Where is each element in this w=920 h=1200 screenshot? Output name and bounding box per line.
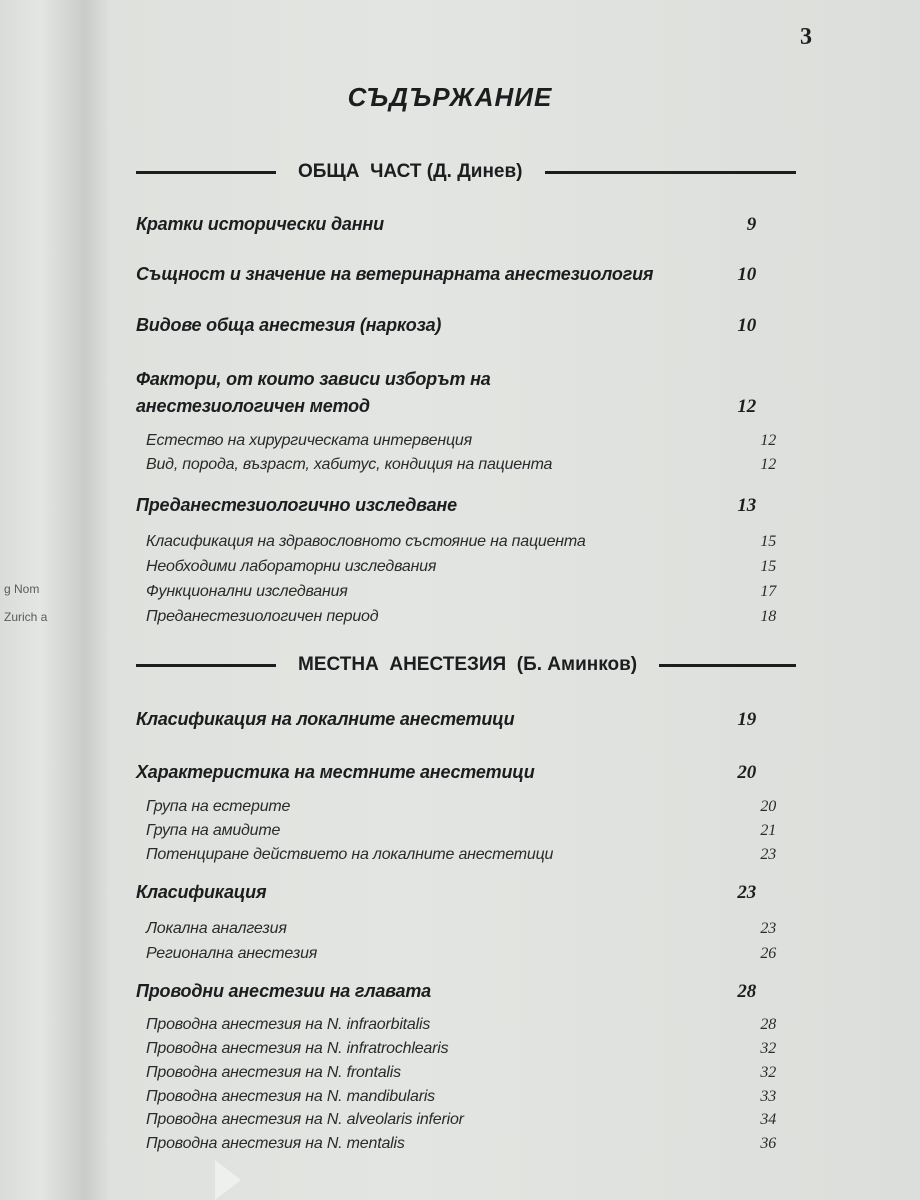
toc-entry xyxy=(146,583,776,601)
toc-entry-page: 23 xyxy=(737,882,756,903)
toc-entry-title: Локална аналгезия xyxy=(146,920,287,937)
divider xyxy=(136,171,276,174)
toc-entry-title: Характеристика на местните анестетици xyxy=(136,762,535,782)
divider xyxy=(659,664,796,667)
toc-entry-title: Естество на хирургическата интервенция xyxy=(146,432,472,449)
toc-entry-page: 32 xyxy=(760,1064,776,1081)
adjacent-page-fragment: g Nom xyxy=(4,582,40,596)
toc-entry-page: 26 xyxy=(760,945,776,962)
toc-entry-title: Същност и значение на ветеринарната анестезиология xyxy=(136,264,654,284)
toc-entry-title: Проводна анестезия на N. alveolaris inferior xyxy=(146,1111,464,1128)
toc-entry xyxy=(146,432,776,450)
toc-entry-title: Проводни анестезии на главата xyxy=(136,981,431,1001)
toc-entry-title: Група на амидите xyxy=(146,822,281,839)
toc-entry-page: 28 xyxy=(760,1016,776,1033)
toc-entry-page: 12 xyxy=(760,432,776,449)
toc-entry-page: 15 xyxy=(760,533,776,550)
toc-entry xyxy=(146,533,776,551)
toc-entry-page: 15 xyxy=(760,558,776,575)
toc-entry-page: 13 xyxy=(737,495,756,516)
toc-entry xyxy=(136,981,756,1003)
toc-entry-title: анестезиологичен метод xyxy=(136,396,370,416)
toc-entry xyxy=(146,1135,776,1153)
toc-entry-title: Преданестезиологичен период xyxy=(146,608,379,625)
toc-entry xyxy=(146,558,776,576)
divider xyxy=(136,664,276,667)
toc-entry-page: 21 xyxy=(760,822,776,839)
toc-entry xyxy=(136,264,756,286)
toc-entry-title: Проводна анестезия на N. infratrochlearis xyxy=(146,1040,449,1057)
toc-entry-page: 36 xyxy=(760,1135,776,1152)
toc-entry-title: Класификация на локалните анестетици xyxy=(136,709,515,729)
toc-entry-title: Регионална анестезия xyxy=(146,945,318,962)
toc-entry-page: 20 xyxy=(737,762,756,783)
toc-entry-title: Преданестезиологично изследване xyxy=(136,495,457,515)
toc-entry xyxy=(146,920,776,938)
toc-entry xyxy=(136,396,756,418)
toc-entry xyxy=(136,214,756,236)
toc-entry xyxy=(146,822,776,840)
toc-entry xyxy=(136,315,756,337)
toc-entry xyxy=(146,1111,776,1129)
toc-entry xyxy=(136,369,756,390)
toc-entry-page: 10 xyxy=(737,264,756,285)
toc-entry-page: 12 xyxy=(737,396,756,417)
section-heading-general xyxy=(136,160,796,184)
toc-entry-page: 17 xyxy=(760,583,776,600)
page-title: СЪДЪРЖАНИЕ xyxy=(347,82,553,112)
toc-entry-title: Функционални изследвания xyxy=(146,583,348,600)
toc-entry xyxy=(146,945,776,963)
toc-entry xyxy=(146,608,776,626)
toc-entry-title: Проводна анестезия на N. frontalis xyxy=(146,1064,401,1081)
toc-entry-page: 28 xyxy=(737,981,756,1002)
toc-entry xyxy=(146,798,776,816)
toc-entry xyxy=(136,709,756,731)
toc-entry-title: Кратки исторически данни xyxy=(136,214,384,234)
toc-entry-title: Видове обща анестезия (наркоза) xyxy=(136,315,442,335)
divider xyxy=(545,171,797,174)
section-heading-local xyxy=(136,653,796,677)
toc-entry-page: 18 xyxy=(760,608,776,625)
toc-entry-title: Проводна анестезия на N. mandibularis xyxy=(146,1088,435,1105)
toc-entry-page: 34 xyxy=(760,1111,776,1128)
toc-entry xyxy=(146,846,776,864)
toc-entry-title: Класификация на здравословното състояние на пациента xyxy=(146,533,586,550)
toc-entry-title: Класификация xyxy=(136,882,267,902)
toc-entry xyxy=(146,456,776,474)
toc-entry xyxy=(146,1088,776,1106)
watermark-arrow-icon xyxy=(215,1160,241,1200)
toc-entry-title: Проводна анестезия на N. infraorbitalis xyxy=(146,1016,431,1033)
toc-entry-title: Фактори, от които зависи изборът на xyxy=(136,369,491,389)
toc-entry-page: 19 xyxy=(737,709,756,730)
toc-entry-title: Вид, порода, възраст, хабитус, кондиция на пациента xyxy=(146,456,553,473)
toc-entry-title: Необходими лабораторни изследвания xyxy=(146,558,437,575)
toc-entry xyxy=(136,495,756,517)
toc-entry-page: 20 xyxy=(760,798,776,815)
toc-entry-page: 23 xyxy=(760,920,776,937)
toc-entry-page: 12 xyxy=(760,456,776,473)
toc-entry-page: 32 xyxy=(760,1040,776,1057)
toc-entry xyxy=(136,882,756,904)
toc-entry-title: Група на естерите xyxy=(146,798,291,815)
toc-entry-title: Проводна анестезия на N. mentalis xyxy=(146,1135,405,1152)
page-number: 3 xyxy=(800,24,812,50)
adjacent-page-fragment: Zurich a xyxy=(4,610,48,624)
toc-entry-page: 9 xyxy=(746,214,756,235)
section-title: МЕСТНА АНЕСТЕЗИЯ (Б. Аминков) xyxy=(298,654,638,675)
section-title: ОБЩА ЧАСТ (Д. Динев) xyxy=(298,161,523,182)
toc-entry xyxy=(146,1064,776,1082)
toc-entry-page: 10 xyxy=(737,315,756,336)
toc-entry xyxy=(146,1016,776,1034)
toc-entry-title: Потенциране действието на локалните анестетици xyxy=(146,846,554,863)
toc-entry xyxy=(146,1040,776,1058)
toc-entry-page: 33 xyxy=(760,1088,776,1105)
toc-entry xyxy=(136,762,756,784)
toc-entry-page: 23 xyxy=(760,846,776,863)
